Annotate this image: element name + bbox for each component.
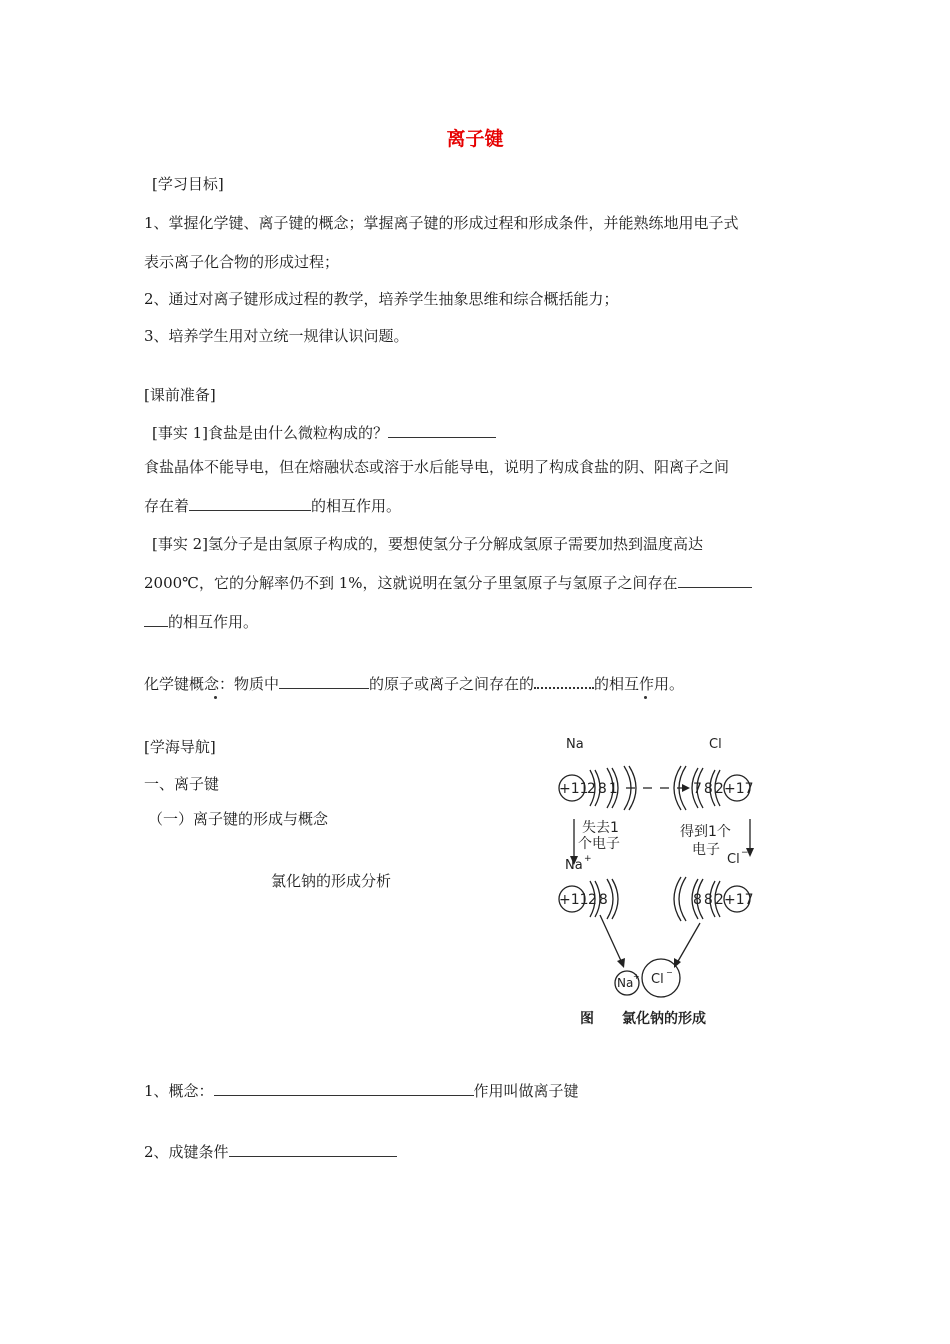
figure-label: 图 [580, 1011, 594, 1027]
subsection-formation: （一）离子键的形成与概念 [148, 810, 329, 828]
concept-label: 化学键概念： [144, 675, 235, 693]
fact-1-blank[interactable] [189, 496, 311, 511]
fact-2-line-2 [144, 573, 752, 593]
figure-caption: 氯化钠的形成 [622, 1011, 706, 1027]
fact-1-line-2-b: 的相互作用。 [311, 497, 402, 515]
guide-heading: [学海导航] [144, 738, 216, 756]
objectives-heading: [学习目标] [152, 175, 224, 193]
concept-blank-a[interactable] [279, 674, 369, 689]
na-shells: 281 [587, 781, 620, 797]
lose-electron-line-2: 个电子 [578, 836, 620, 852]
concept-text-c: 的相互作用。 [594, 675, 685, 693]
product-na-label: Na [617, 976, 634, 990]
question-1 [144, 1081, 579, 1101]
chem-bond-concept [144, 673, 684, 694]
question-1-suffix: 作用叫做离子键 [473, 1082, 579, 1100]
emphasis-dot [644, 696, 647, 699]
fact-1-answer-blank[interactable] [388, 423, 496, 438]
cl-nucleus: +17 [724, 781, 754, 797]
cl-label: Cl [709, 737, 722, 752]
cl-ion-nucleus: +17 [724, 892, 754, 908]
fact-2-blank-a[interactable] [678, 573, 752, 588]
fact-1-line-1: 食盐晶体不能导电，但在熔融状态或溶于水后能导电，说明了构成食盐的阴、阳离子之间 [144, 458, 730, 476]
na-ion-charge: + [584, 854, 592, 864]
fact-1-line-2-a: 存在着 [144, 497, 190, 515]
fact-2-line-3-text: 的相互作用。 [168, 613, 259, 631]
na-ion-nucleus: +11 [559, 892, 589, 908]
question-2-blank[interactable] [229, 1142, 397, 1157]
fact-2-line-1: [事实 2]氢分子是由氢原子构成的，要想使氢分子分解成氢原子需要加热到温度高达 [152, 535, 704, 553]
concept-text-b: 的原子或离子之间存在的 [369, 675, 535, 693]
prep-heading: [课前准备] [144, 386, 216, 404]
na-ion-shells: 28 [588, 892, 610, 908]
product-cl-label: Cl [651, 972, 664, 987]
emphasis-dot [214, 696, 217, 699]
concept-blank-b[interactable] [534, 673, 594, 689]
objective-1-line-1: 1、掌握化学键、离子键的概念；掌握离子键的形成过程和形成条件，并能熟练地用电子式 [144, 214, 739, 232]
concept-text-a: 物质中 [234, 675, 280, 693]
product-na-charge: + [633, 972, 640, 981]
fact-2-blank-b[interactable] [144, 612, 168, 627]
fact-1-question-text: [事实 1]食盐是由什么微粒构成的？ [152, 424, 389, 442]
question-2 [144, 1142, 397, 1162]
cl-shells: 782 [693, 781, 726, 797]
na-label: Na [566, 737, 584, 752]
cl-ion-label: Cl [727, 852, 740, 867]
page-title: 离子键 [446, 128, 504, 150]
product-cl-charge: − [666, 968, 673, 977]
na-ion-arrow [600, 915, 622, 963]
gain-electron-line-1: 得到1个 [680, 824, 731, 840]
nacl-analysis-label: 氯化钠的形成分析 [271, 872, 392, 890]
fact-1-line-2 [144, 496, 401, 516]
fact-1-question [152, 423, 496, 443]
cl-ion-shells: 882 [693, 892, 726, 908]
objective-3: 3、培养学生用对立统一规律认识问题。 [144, 327, 409, 345]
na-nucleus: +11 [559, 781, 589, 797]
nacl-formation-diagram [540, 725, 780, 1035]
fact-2-line-2-text: 2000℃，它的分解率仍不到 1%，这就说明在氢分子里氢原子与氢原子之间存在 [144, 574, 678, 592]
objective-1-line-2: 表示离子化合物的形成过程； [144, 253, 340, 271]
na-ion-label: Na [565, 858, 583, 873]
lose-electron-line-1: 失去1 [582, 820, 619, 836]
section-ionic-bond: 一、离子键 [144, 775, 220, 793]
fact-2-line-3 [144, 612, 258, 632]
objective-2: 2、通过对离子键形成过程的教学，培养学生抽象思维和综合概括能力； [144, 290, 619, 308]
question-1-blank[interactable] [214, 1081, 474, 1096]
cl-ion-arrow [677, 923, 700, 963]
gain-electron-line-2: 电子 [692, 842, 720, 858]
cl-ion-charge: − [741, 848, 749, 858]
question-2-label: 2、成键条件 [144, 1143, 229, 1161]
question-1-label: 1、概念： [144, 1082, 214, 1100]
